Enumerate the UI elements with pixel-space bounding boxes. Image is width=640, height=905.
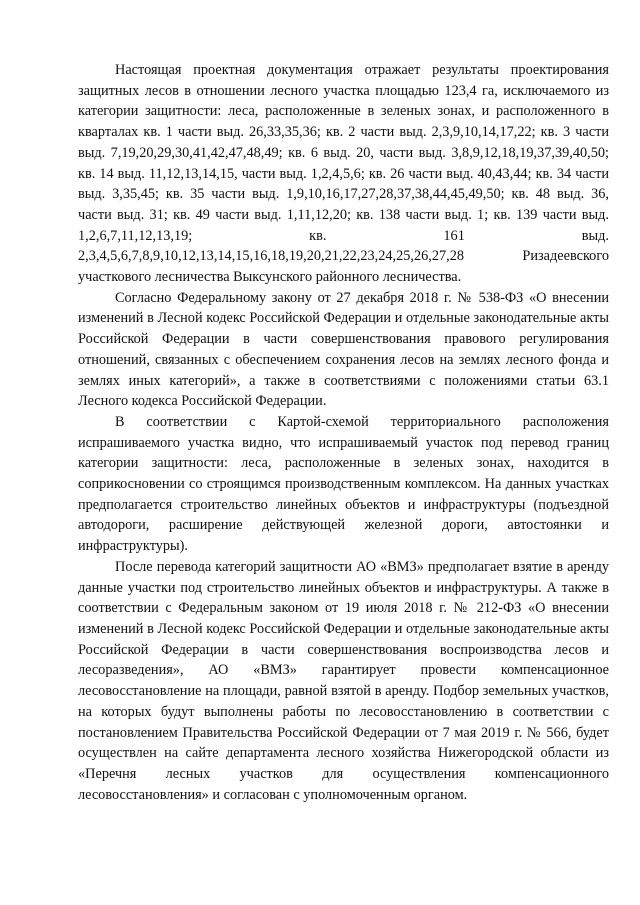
paragraph-federal-law-538: Согласно Федеральному закону от 27 декабря 2018 г. № 538-ФЗ «О внесении изменений в Лесной кодекс Российской Федерации и отдельные законодательные акты Российской Федерации в части совершенствования правового регулирования отношений, связанных с обеспечением сохранения лесов на землях лесного фонда и землях иных категорий», а также в соответствиями с положениями статьи 63.1 Лесного кодекса Российской Федерации.	[78, 289, 609, 410]
document-page	[78, 60, 609, 805]
paragraph-lease-and-reforestation: После перевода категорий защитности АО «ВМЗ» предполагает взятие в аренду данные участки под строительство линейных объектов и инфраструктуры. А также в соответствии с Федеральным законом от 19 июля 2018 г. № 212-ФЗ «О внесении изменений в Лесной кодекс Российской Федерации и отдельные законодательные акты Российской Федерации в части совершенствования воспроизводства лесов и лесоразведения», АО «ВМЗ» гарантирует провести компенсационное лесовосстановление на площади, равной взятой в аренду. Подбор земельных участков, на которых будут выполнены работы по лесовосстановлению в соответствии с постановлением Правительства Российской Федерации от 7 мая 2019 г. № 566, будет осуществлен на сайте департамента лесного хозяйства Нижегородской области из «Перечня лесных участков для осуществления компенсационного лесовосстановления» и согласован с уполномоченным органом.	[78, 558, 609, 803]
paragraph-project-scope: Настоящая проектная документация отражает результаты проектирования защитных лесов в отношении лесного участка площадью 123,4 га, исключаемого из категории защитности: леса, расположенные в зеленых зонах, и расположенного в кварталах кв. 1 части выд. 26,33,35,36; кв. 2 части выд. 2,3,9,10,14,17,22; кв. 3 части выд. 7,19,20,29,30,41,42,47,48,49; кв. 6 выд. 20, части выд. 3,8,9,12,18,19,37,39,40,50; кв. 14 выд. 11,12,13,14,15, части выд. 1,2,4,5,6; кв. 26 части выд. 40,43,44; кв. 34 части выд. 3,35,45; кв. 35 части выд. 1,9,10,16,17,27,28,37,38,44,45,49,50; кв. 48 выд. 36, части выд. 31; кв. 49 части выд. 1,11,12,20; кв. 138 части выд. 1; кв. 139 части выд. 1,2,6,7,11,12,13,19; кв. 161 выд. 2,3,4,5,6,7,8,9,10,12,13,14,15,16,18,19,20,21,22,23,24,25,26,27,28 Ризадеевского участкового лесничества Выксунского районного лесничества.	[78, 62, 609, 286]
paragraph-site-location: В соответствии с Картой-схемой территориального расположения испрашиваемого участка видно, что испрашиваемый участок под перевод границ категории защитности: леса, расположенные в зеленых зонах, находится в соприкосновении со строящимся производственным комплексом. На данных участках предполагается строительство линейных объектов и инфраструктуры (подъездной автодороги, расширение действующей железной дороги, автостоянки и инфраструктуры).	[78, 413, 609, 555]
